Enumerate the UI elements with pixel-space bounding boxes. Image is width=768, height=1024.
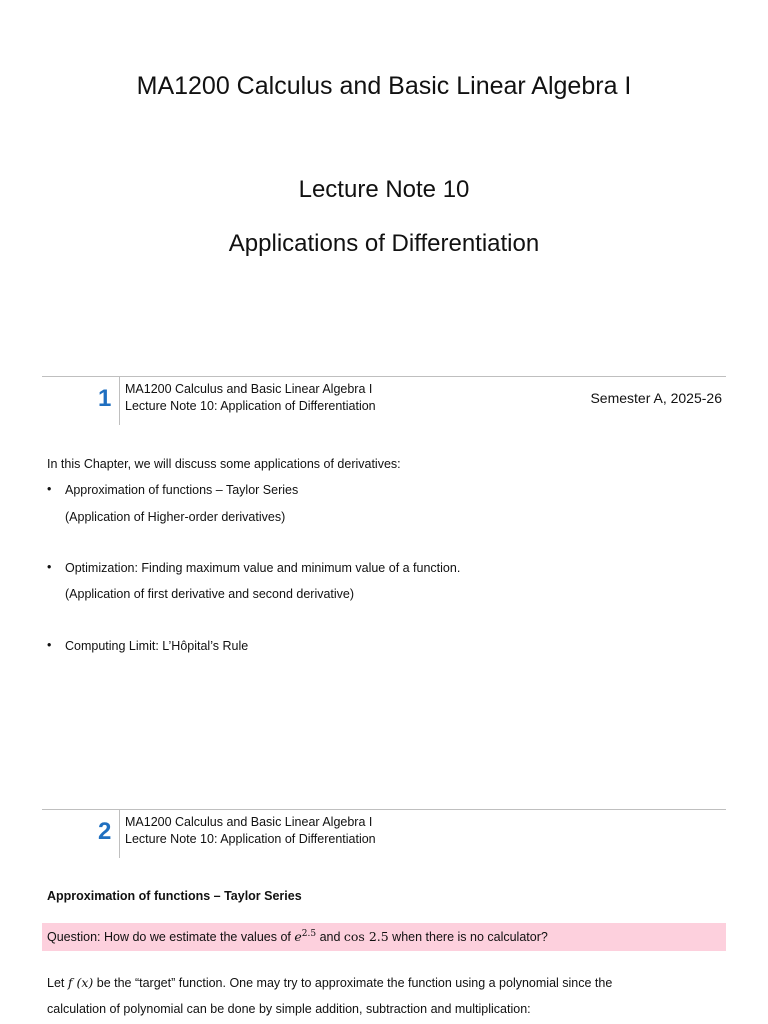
header-lecture: Lecture Note 10: Application of Differentiation	[125, 832, 376, 846]
math-fx: f (x)	[67, 975, 94, 990]
slide-1-header	[42, 376, 726, 425]
bullet-3-text: Computing Limit: L’Hôpital’s Rule	[65, 639, 249, 653]
question-mid: and	[316, 930, 344, 945]
question-box	[42, 923, 726, 951]
lecture-topic: Applications of Differentiation	[228, 230, 540, 257]
header-divider	[119, 377, 120, 425]
bullet-1-text: Approximation of functions – Taylor Series	[65, 483, 299, 497]
section-title: Approximation of functions – Taylor Series	[47, 889, 302, 903]
bullet-icon: •	[47, 560, 52, 574]
header-course: MA1200 Calculus and Basic Linear Algebra I	[125, 815, 373, 829]
semester-label: Semester A, 2025-26	[590, 390, 722, 406]
bullet-icon: •	[47, 638, 52, 652]
header-course: MA1200 Calculus and Basic Linear Algebra I	[125, 382, 373, 396]
slide-number: 1	[98, 385, 112, 412]
para-suffix: be the “target” function. One may try to approximate the function using a polynomial since the	[93, 976, 613, 990]
question-prefix: Question: How do we estimate the values of	[47, 930, 295, 945]
para-prefix: Let	[47, 976, 68, 990]
header-divider	[119, 810, 120, 858]
question-suffix: when there is no calculator?	[388, 930, 548, 945]
header-text	[125, 381, 376, 415]
course-title: MA1200 Calculus and Basic Linear Algebra I	[136, 72, 632, 100]
bullet-1-sub: (Application of Higher-order derivatives)	[65, 510, 286, 524]
lecture-number: Lecture Note 10	[298, 176, 470, 203]
header-lecture: Lecture Note 10: Application of Differentiation	[125, 399, 376, 413]
bullet-icon: •	[47, 482, 52, 496]
math-e: e	[294, 929, 302, 945]
bullet-2-text: Optimization: Finding maximum value and minimum value of a function.	[65, 561, 461, 575]
paragraph-line-2: calculation of polynomial can be done by simple addition, subtraction and multiplication:	[47, 1002, 531, 1016]
question-text	[47, 929, 548, 944]
math-cos: cos 2.5	[343, 929, 389, 945]
paragraph-line-1	[47, 975, 612, 991]
bullet-2-sub: (Application of first derivative and second derivative)	[65, 587, 355, 601]
intro-text: In this Chapter, we will discuss some applications of derivatives:	[47, 457, 401, 471]
header-text	[125, 814, 376, 848]
slide-2-header	[42, 809, 726, 858]
slide-number: 2	[98, 818, 112, 845]
math-exponent: 2.5	[301, 929, 317, 939]
